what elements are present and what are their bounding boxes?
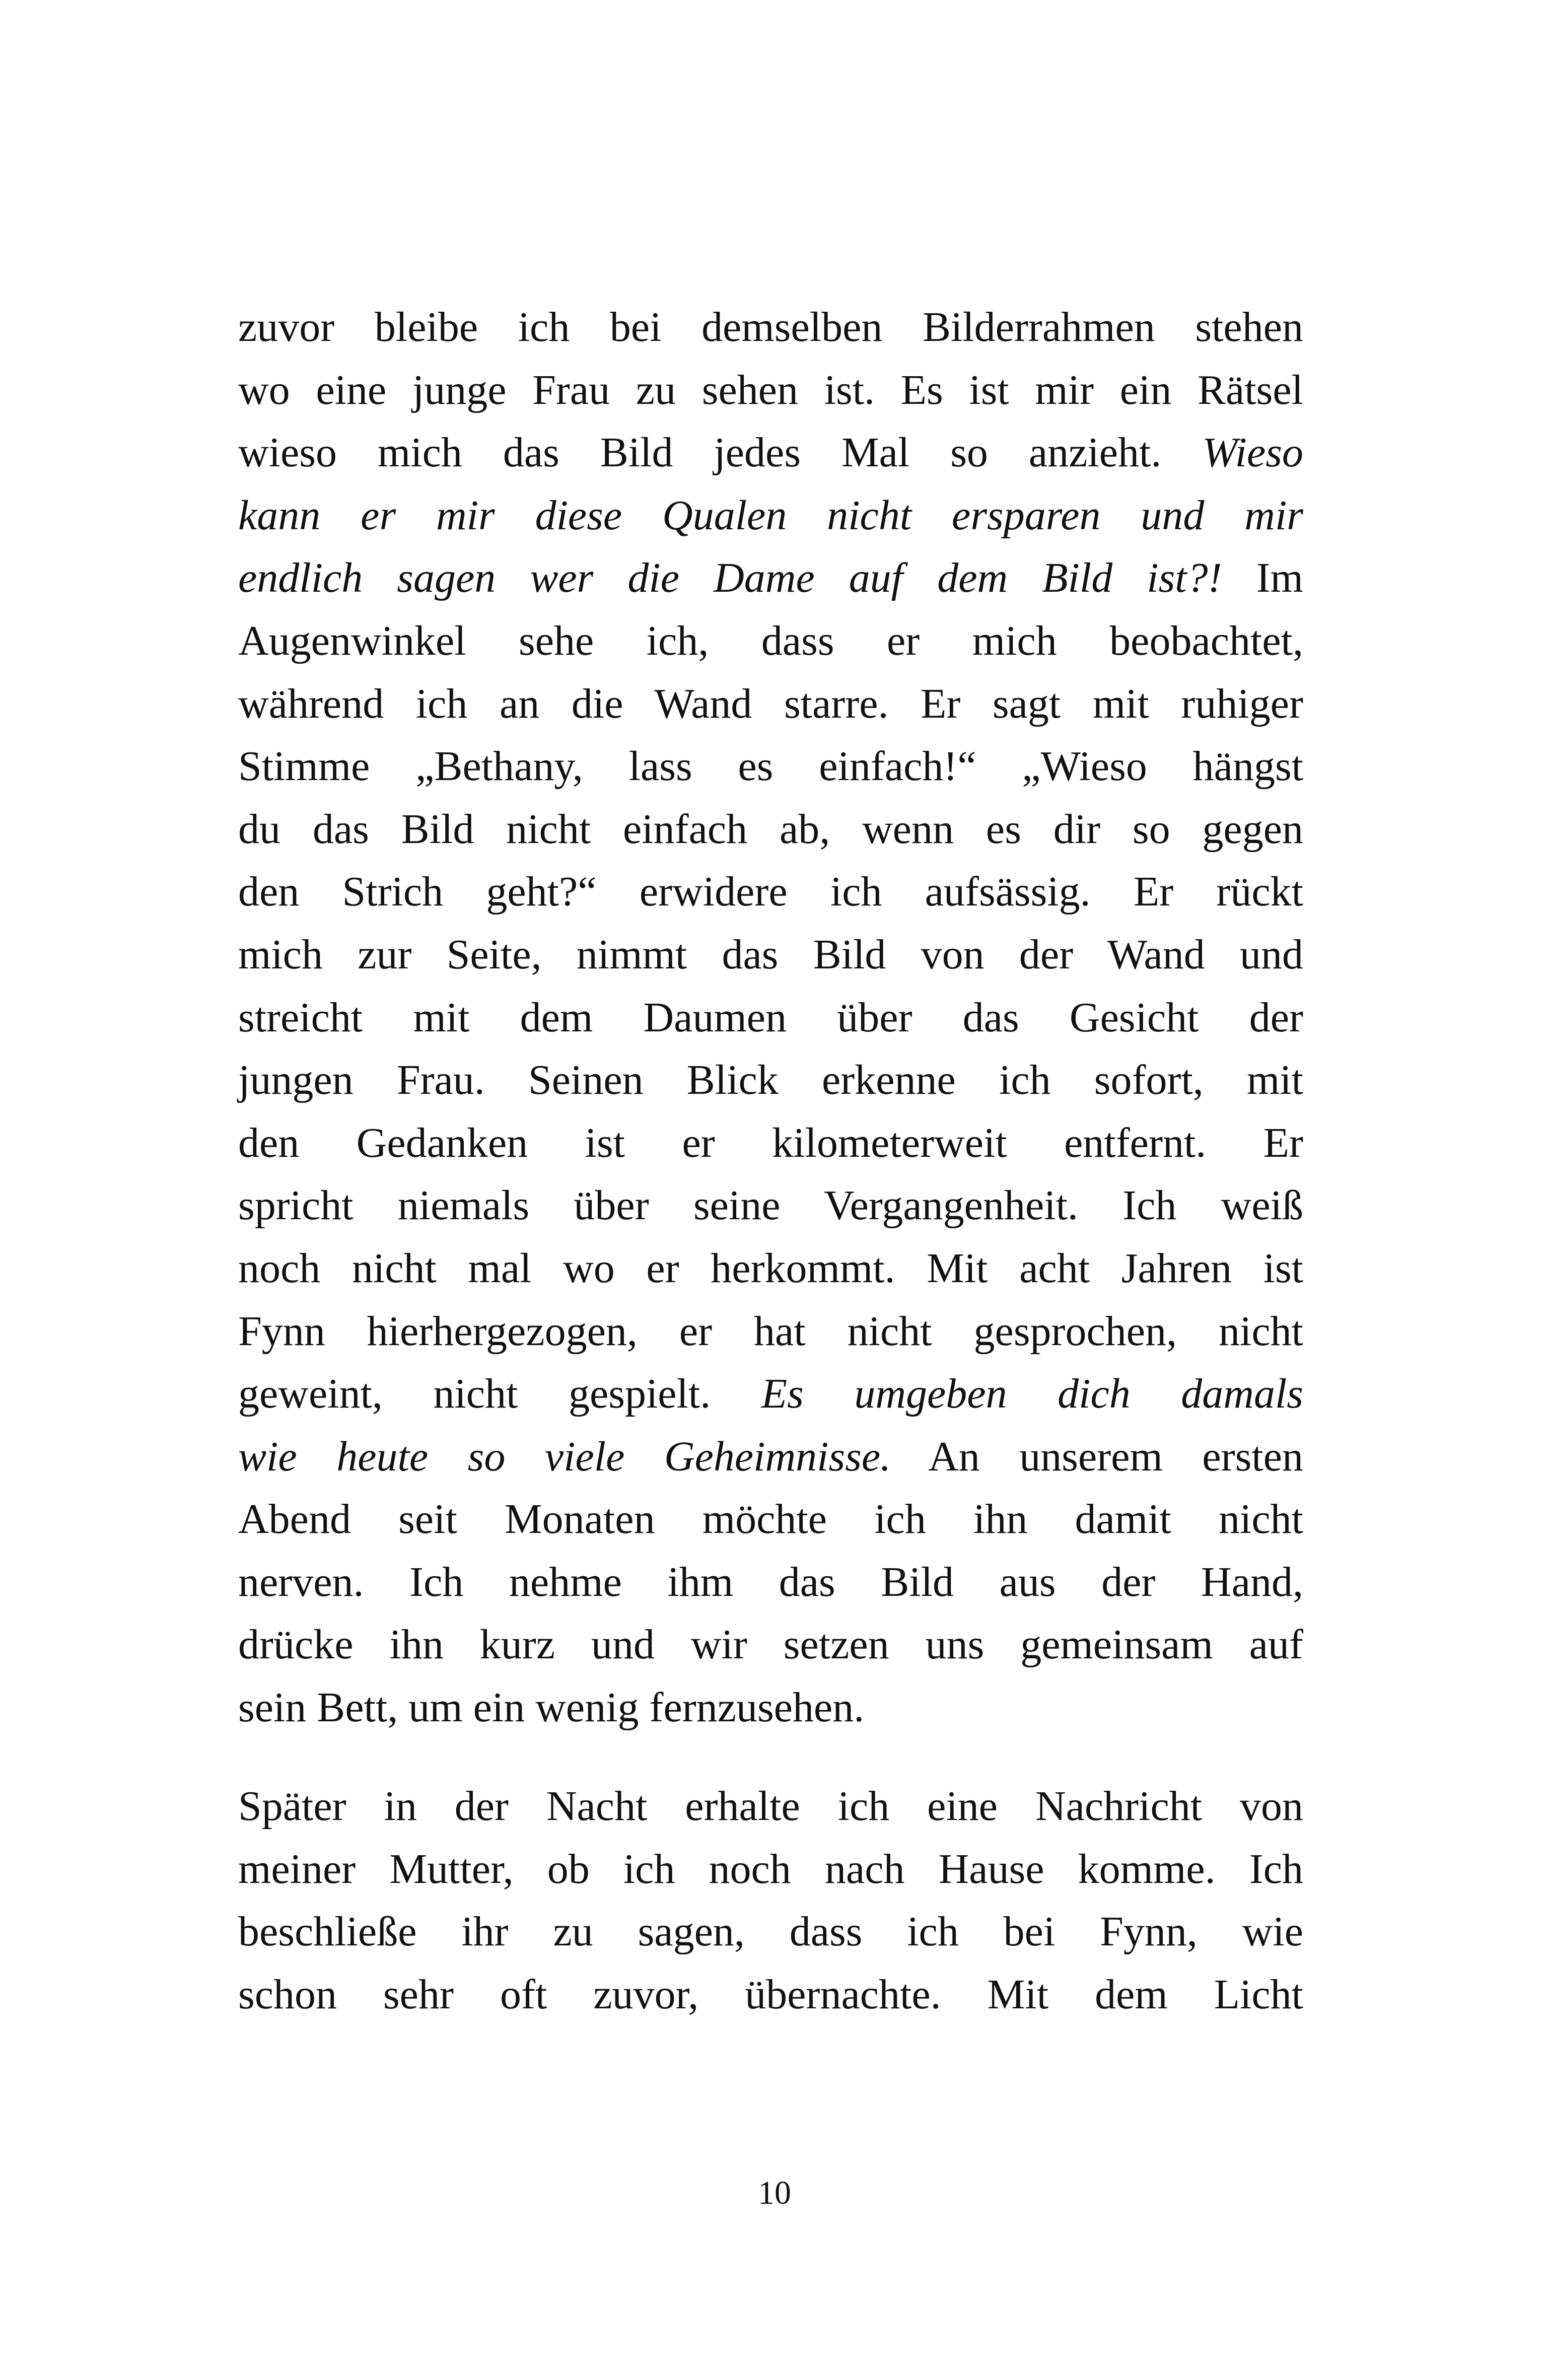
text-line bbox=[238, 987, 1303, 1049]
paragraph-1 bbox=[238, 296, 1303, 1739]
text-line bbox=[238, 1174, 1303, 1237]
text-run: den Gedanken ist er kilometerweit entfernt. Er bbox=[238, 1119, 1303, 1166]
text-line bbox=[238, 1775, 1303, 1838]
text-run: beschließe ihr zu sagen, dass ich bei Fynn, wie bbox=[238, 1908, 1303, 1955]
text-run: noch nicht mal wo er herkommt. Mit acht Jahren ist bbox=[238, 1244, 1303, 1292]
text-run: geweint, nicht gespielt. bbox=[238, 1370, 761, 1418]
text-run: drücke ihn kurz und wir setzen uns gemeinsam auf bbox=[238, 1621, 1303, 1668]
text-line bbox=[238, 861, 1303, 924]
italic-text-run: endlich sagen wer die Dame auf dem Bild ist?! bbox=[238, 554, 1222, 602]
text-line bbox=[238, 1964, 1303, 2026]
italic-text-run: Wieso bbox=[1202, 429, 1303, 476]
italic-text-run: kann er mir diese Qualen nicht ersparen und mir bbox=[238, 492, 1303, 539]
text-line bbox=[238, 1838, 1303, 1901]
paragraph-2 bbox=[238, 1775, 1303, 2026]
text-line bbox=[238, 1363, 1303, 1426]
text-run: du das Bild nicht einfach ab, wenn es dir so gegen bbox=[238, 805, 1303, 853]
italic-text-run: Es umgeben dich damals bbox=[761, 1370, 1303, 1418]
text-run: Später in der Nacht erhalte ich eine Nachricht von bbox=[238, 1783, 1303, 1830]
text-run: meiner Mutter, ob ich noch nach Hause komme. Ich bbox=[238, 1845, 1303, 1893]
text-run: Stimme „Bethany, lass es einfach!“ „Wieso hängst bbox=[238, 743, 1303, 790]
text-run: Augenwinkel sehe ich, dass er mich beobachtet, bbox=[238, 617, 1303, 664]
text-run: wieso mich das Bild jedes Mal so anzieht. bbox=[238, 429, 1203, 476]
text-run: Abend seit Monaten möchte ich ihn damit nicht bbox=[238, 1496, 1303, 1543]
text-line bbox=[238, 610, 1303, 673]
text-run: wo eine junge Frau zu sehen ist. Es ist mir ein Rätsel bbox=[238, 366, 1303, 413]
text-line bbox=[238, 1901, 1303, 1964]
text-line bbox=[238, 296, 1303, 359]
text-line bbox=[238, 1049, 1303, 1112]
text-line bbox=[238, 798, 1303, 861]
text-run: schon sehr oft zuvor, übernachte. Mit dem Licht bbox=[238, 1971, 1303, 2018]
page-number: 10 bbox=[758, 2175, 791, 2211]
text-run: An unserem ersten bbox=[891, 1433, 1303, 1480]
text-line bbox=[238, 1426, 1303, 1489]
text-line bbox=[238, 924, 1303, 987]
text-line bbox=[238, 735, 1303, 798]
text-line bbox=[238, 673, 1303, 736]
text-run: jungen Frau. Seinen Blick erkenne ich sofort, mit bbox=[238, 1057, 1303, 1104]
text-run: nerven. Ich nehme ihm das Bild aus der Hand, bbox=[238, 1558, 1303, 1605]
text-line bbox=[238, 1676, 1303, 1739]
text-line bbox=[238, 1237, 1303, 1300]
text-run: Im bbox=[1222, 554, 1303, 602]
text-line bbox=[238, 422, 1303, 484]
text-run: spricht niemals über seine Vergangenheit. Ich weiß bbox=[238, 1182, 1303, 1229]
text-run: Fynn hierhergezogen, er hat nicht gesprochen, nicht bbox=[238, 1307, 1303, 1355]
text-run: sein Bett, um ein wenig fernzusehen. bbox=[238, 1684, 865, 1731]
text-line bbox=[238, 1488, 1303, 1551]
text-line bbox=[238, 1112, 1303, 1175]
text-line bbox=[238, 1551, 1303, 1614]
text-run: den Strich geht?“ erwidere ich aufsässig. Er rückt bbox=[238, 868, 1303, 916]
text-line bbox=[238, 1614, 1303, 1676]
text-run: streicht mit dem Daumen über das Gesicht der bbox=[238, 994, 1303, 1041]
text-line bbox=[238, 1300, 1303, 1363]
text-run: mich zur Seite, nimmt das Bild von der Wand und bbox=[238, 931, 1303, 978]
text-line bbox=[238, 547, 1303, 610]
text-line bbox=[238, 359, 1303, 422]
text-line bbox=[238, 484, 1303, 547]
text-run: während ich an die Wand starre. Er sagt mit ruhiger bbox=[238, 680, 1303, 727]
italic-text-run: wie heute so viele Geheimnisse. bbox=[238, 1433, 891, 1480]
text-run: zuvor bleibe ich bei demselben Bilderrahmen stehen bbox=[238, 304, 1303, 351]
